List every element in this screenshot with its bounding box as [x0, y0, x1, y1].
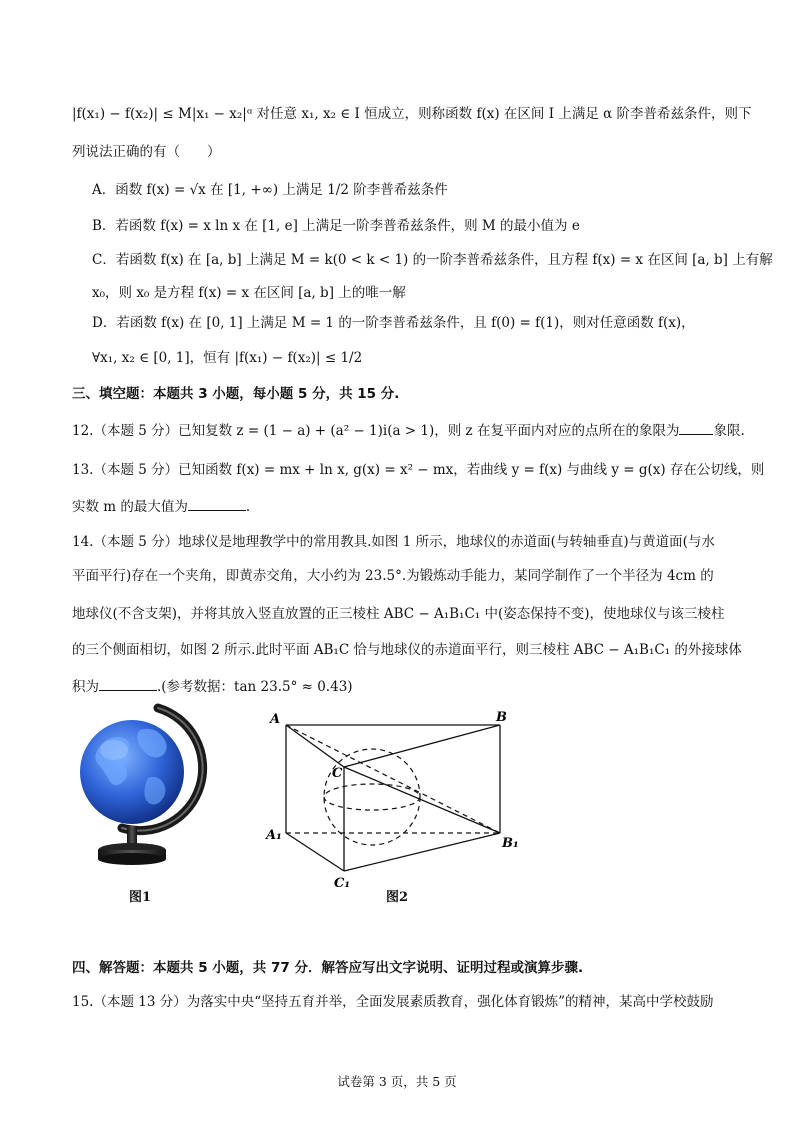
- answer-blank-12[interactable]: [679, 420, 713, 435]
- vertex-label-c1: C₁: [334, 876, 351, 891]
- option-a: A．函数 f(x) = √x 在 [1, +∞) 上满足 1/2 阶李普希兹条件: [92, 182, 448, 198]
- figure-1-caption: 图1: [129, 890, 152, 905]
- section-3-heading: 三、填空题：本题共 3 小题，每小题 5 分，共 15 分.: [72, 386, 400, 402]
- option-d-line2: ∀x₁, x₂ ∈ [0, 1]，恒有 |f(x₁) − f(x₂)| ≤ 1/2: [92, 350, 363, 366]
- question-11-stem-line2: 列说法正确的有（ ）: [72, 144, 221, 160]
- vertex-label-a: A: [270, 712, 281, 727]
- option-b: B．若函数 f(x) = x ln x 在 [1, e] 上满足一阶李普希兹条件，则 M 的最小值为 e: [92, 218, 580, 234]
- vertex-label-c: C: [332, 766, 343, 781]
- question-13-suffix: .: [245, 499, 251, 515]
- answer-blank-14[interactable]: [99, 676, 157, 691]
- question-14-line3: 地球仪(不含支架)，并将其放入竖直放置的正三棱柱 ABC − A₁B₁C₁ 中(姿态保持不变)，使地球仪与该三棱柱: [72, 606, 725, 622]
- question-14-text: 积为: [72, 679, 99, 695]
- question-12-suffix: 象限.: [713, 423, 745, 439]
- option-c-line1: C．若函数 f(x) 在 [a, b] 上满足 M = k(0 < k < 1) 的一阶李普希兹条件，且方程 f(x) = x 在区间 [a, b] 上有解: [92, 252, 773, 268]
- question-14-line1: 14.（本题 5 分）地球仪是地理教学中的常用教具.如图 1 所示，地球仪的赤道面(与转轴垂直)与黄道面(与水: [72, 534, 715, 550]
- section-4-heading: 四、解答题：本题共 5 小题，共 77 分．解答应写出文字说明、证明过程或演算步骤.: [72, 960, 584, 976]
- question-13-line1: 13.（本题 5 分）已知函数 f(x) = mx + ln x, g(x) = x² − mx，若曲线 y = f(x) 与曲线 y = g(x) 存在公切线，则: [72, 462, 765, 478]
- answer-blank-13[interactable]: [188, 496, 246, 511]
- option-d-line1: D．若函数 f(x) 在 [0, 1] 上满足 M = 1 的一阶李普希兹条件，且 f(0) = f(1)，则对任意函数 f(x)，: [92, 315, 695, 331]
- question-12-text: 12.（本题 5 分）已知复数 z = (1 − a) + (a² − 1)i(a > 1)，则 z 在复平面内对应的点所在的象限为: [72, 423, 680, 439]
- question-15-line1: 15.（本题 13 分）为落实中央“坚持五育并举，全面发展素质教育，强化体育锻炼”的精神，某高中学校鼓励: [72, 994, 714, 1010]
- figure-2-caption: 图2: [386, 890, 409, 905]
- figure-2-prism: [260, 705, 530, 895]
- vertex-label-b1: B₁: [502, 836, 519, 851]
- vertex-label-a1: A₁: [266, 828, 282, 843]
- option-c-line2: x₀，则 x₀ 是方程 f(x) = x 在区间 [a, b] 上的唯一解: [92, 285, 406, 301]
- question-14-suffix: .(参考数据：tan 23.5° ≈ 0.43): [157, 679, 353, 695]
- question-14-line2: 平面平行)存在一个夹角，即黄赤交角，大小约为 23.5°.为锻炼动手能力，某同学制作了一个半径为 4cm 的: [72, 568, 714, 584]
- question-12: [72, 420, 745, 441]
- question-14-line4: 的三个侧面相切，如图 2 所示.此时平面 AB₁C 恰与地球仪的赤道面平行，则三棱柱 ABC − A₁B₁C₁ 的外接球体: [72, 642, 742, 658]
- figure-1-globe: [70, 700, 210, 880]
- page-footer: 试卷第 3 页，共 5 页: [337, 1074, 457, 1089]
- question-14-line5: [72, 676, 722, 697]
- vertex-label-b: B: [496, 710, 507, 725]
- question-13-text: 实数 m 的最大值为: [72, 499, 188, 515]
- question-11-stem-line1: |f(x₁) − f(x₂)| ≤ M|x₁ − x₂|ᵅ 对任意 x₁, x₂ ∈ I 恒成立，则称函数 f(x) 在区间 I 上满足 α 阶李普希兹条件，则下: [72, 106, 752, 122]
- question-13-line2: [72, 496, 722, 517]
